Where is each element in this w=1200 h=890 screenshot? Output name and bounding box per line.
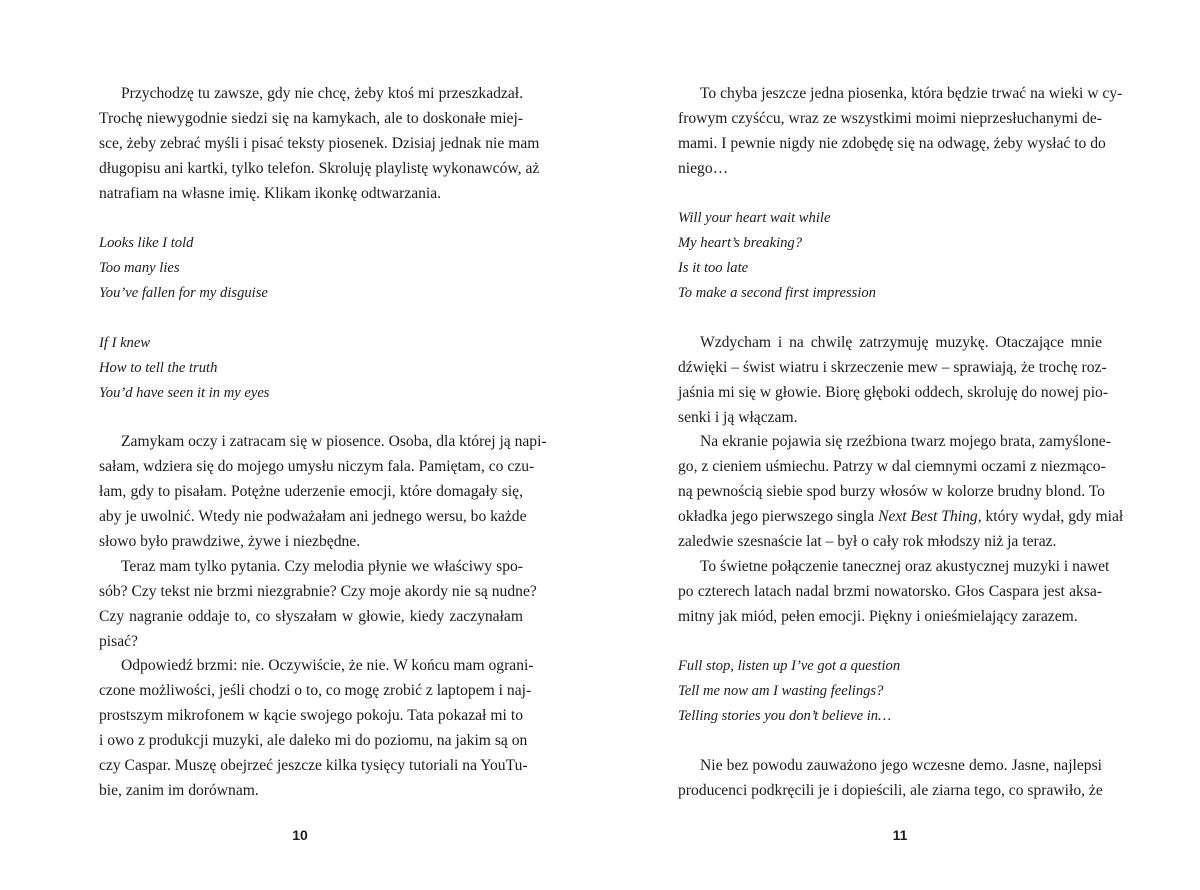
text-line: Teraz mam tylko pytania. Czy melodia płynie we właściwy spo- [121, 557, 523, 575]
text-line: Nie bez powodu zauważono jego wczesne demo. Jasne, najlepsi [700, 757, 1102, 775]
left-page [99, 82, 547, 804]
lyric-line: Tell me now am I wasting feelings? [678, 683, 884, 700]
text-line: słowo było prawdziwe, żywe i niezbędne. [99, 533, 361, 551]
text-line: łam, gdy to pisałam. Potężne uderzenie emocji, które domagały się, [99, 483, 523, 501]
lyric-line: Is it too late [678, 260, 749, 277]
text-line: zaledwie szesnaście lat – był o cały rok młodszy niż ja teraz. [678, 533, 1057, 551]
text-line: senki i ją włączam. [678, 408, 798, 426]
text-line-with-title [678, 505, 1124, 530]
text-line: dźwięki – świst wiatru i skrzeczenie mew – sprawiają, że trochę roz- [678, 358, 1107, 376]
text-line: jaśnia mi się w głowie. Biorę głęboki oddech, skroluję do nowej pio- [678, 383, 1109, 401]
lyric-line: You’ve fallen for my disguise [99, 285, 268, 302]
text-line: Przychodzę tu zawsze, gdy nie chcę, żeby ktoś mi przeszkadzał. [121, 85, 523, 102]
text-line: sałam, wdziera się do mojego umysłu niczym fala. Pamiętam, co czu- [99, 458, 535, 476]
lyric-line: To make a second first impression [678, 285, 876, 302]
text-line: Trochę niewygodnie siedzi się na kamykach, ale to doskonałe miej- [99, 109, 523, 127]
lyric-line: How to tell the truth [99, 359, 218, 376]
text-line: pisać? [99, 632, 138, 650]
text-line: prostszym mikrofonem w kącie swojego pokoju. Tata pokazał mi to [99, 707, 523, 725]
text-line: Na ekranie pojawia się rzeźbiona twarz mojego brata, zamyślone- [700, 433, 1111, 451]
spacer [678, 306, 1102, 331]
text-line: czy Caspar. Muszę obejrzeć jeszcze kilka tysięcy tutoriali na YouTu- [99, 757, 528, 775]
spacer [678, 182, 1102, 207]
lyric-line: Will your heart wait while [678, 210, 831, 227]
page-number-right: 11 [892, 827, 908, 843]
text-line: aby je uwolnić. Wtedy nie podważałam ani jednego wersu, bo każde [99, 508, 527, 526]
spacer [678, 729, 1102, 754]
text-line: Odpowiedź brzmi: nie. Oczywiście, że nie. W końcu mam ograni- [121, 657, 534, 675]
text-line: go, z cieniem uśmiechu. Patrzy w dal ciemnymi oczami z niezmąco- [678, 458, 1106, 476]
text-line: po czterech latach nadal brzmi nowatorsko. Głos Caspara jest aksa- [678, 582, 1102, 600]
text-line: To chyba jeszcze jedna piosenka, która będzie trwać na wieki w cy- [700, 85, 1123, 102]
spacer [678, 630, 1102, 655]
text-line: niego… [678, 159, 729, 177]
text-line: mami. I pewnie nigdy nie zdobędę się na odwagę, żeby wysłać to do [678, 134, 1106, 152]
text-line: Wzdycham i na chwilę zatrzymuję muzykę. Otaczające mnie [700, 333, 1102, 351]
lyric-line: You’d have seen it in my eyes [99, 384, 270, 401]
lyric-line: Full stop, listen up I’ve got a question [678, 658, 901, 675]
single-title: Next Best Thing [878, 508, 978, 526]
right-page [678, 82, 1124, 804]
text-segment: , który wydał, gdy miał [977, 508, 1124, 526]
spacer [99, 406, 523, 431]
text-line: długopisu ani kartki, tylko telefon. Skroluję playlistę wykonawców, aż [99, 159, 540, 177]
text-line: czone możliwości, jeśli chodzi o to, co mogę zrobić z laptopem i naj- [99, 682, 532, 700]
text-line: sób? Czy tekst nie brzmi niezgrabnie? Czy moje akordy nie są nudne? [99, 582, 537, 600]
spacer [99, 206, 523, 231]
text-line: ną pewnością siebie spod burzy włosów w kolorze brudny blond. To [678, 483, 1105, 501]
text-line: Zamykam oczy i zatracam się w piosence. Osoba, dla której ją napi- [121, 433, 547, 451]
text-line: Czy nagranie oddaje to, co słyszałam w głowie, kiedy zaczynałam [99, 607, 523, 625]
spacer [99, 306, 523, 331]
lyric-line: My heart’s breaking? [678, 235, 803, 252]
text-segment: okładka jego pierwszego singla [678, 508, 879, 526]
text-line: i owo z produkcji muzyki, ale daleko mi do poziomu, na jakim są on [99, 732, 528, 750]
lyric-line: If I knew [99, 334, 151, 351]
lyric-line: Looks like I told [99, 235, 194, 252]
text-line: mitny jak miód, pełen emocji. Piękny i onieśmielający zarazem. [678, 607, 1078, 625]
text-line: sce, żeby zebrać myśli i pisać teksty piosenek. Dzisiaj jednak nie mam [99, 134, 540, 152]
text-line: producenci podkręcili je i dopieścili, ale ziarna tego, co sprawiło, że [678, 781, 1103, 799]
text-line: natrafiam na własne imię. Klikam ikonkę odtwarzania. [99, 184, 442, 202]
text-line: To świetne połączenie tanecznej oraz akustycznej muzyki i nawet [700, 557, 1110, 575]
text-line: bie, zanim im dorównam. [99, 781, 259, 799]
text-line: frowym czyśćcu, wraz ze wszystkimi moimi nieprzesłuchanymi de- [678, 109, 1102, 127]
lyric-line: Telling stories you don’t believe in… [678, 708, 892, 725]
page-number-left: 10 [292, 827, 308, 843]
lyric-line: Too many lies [99, 260, 180, 277]
